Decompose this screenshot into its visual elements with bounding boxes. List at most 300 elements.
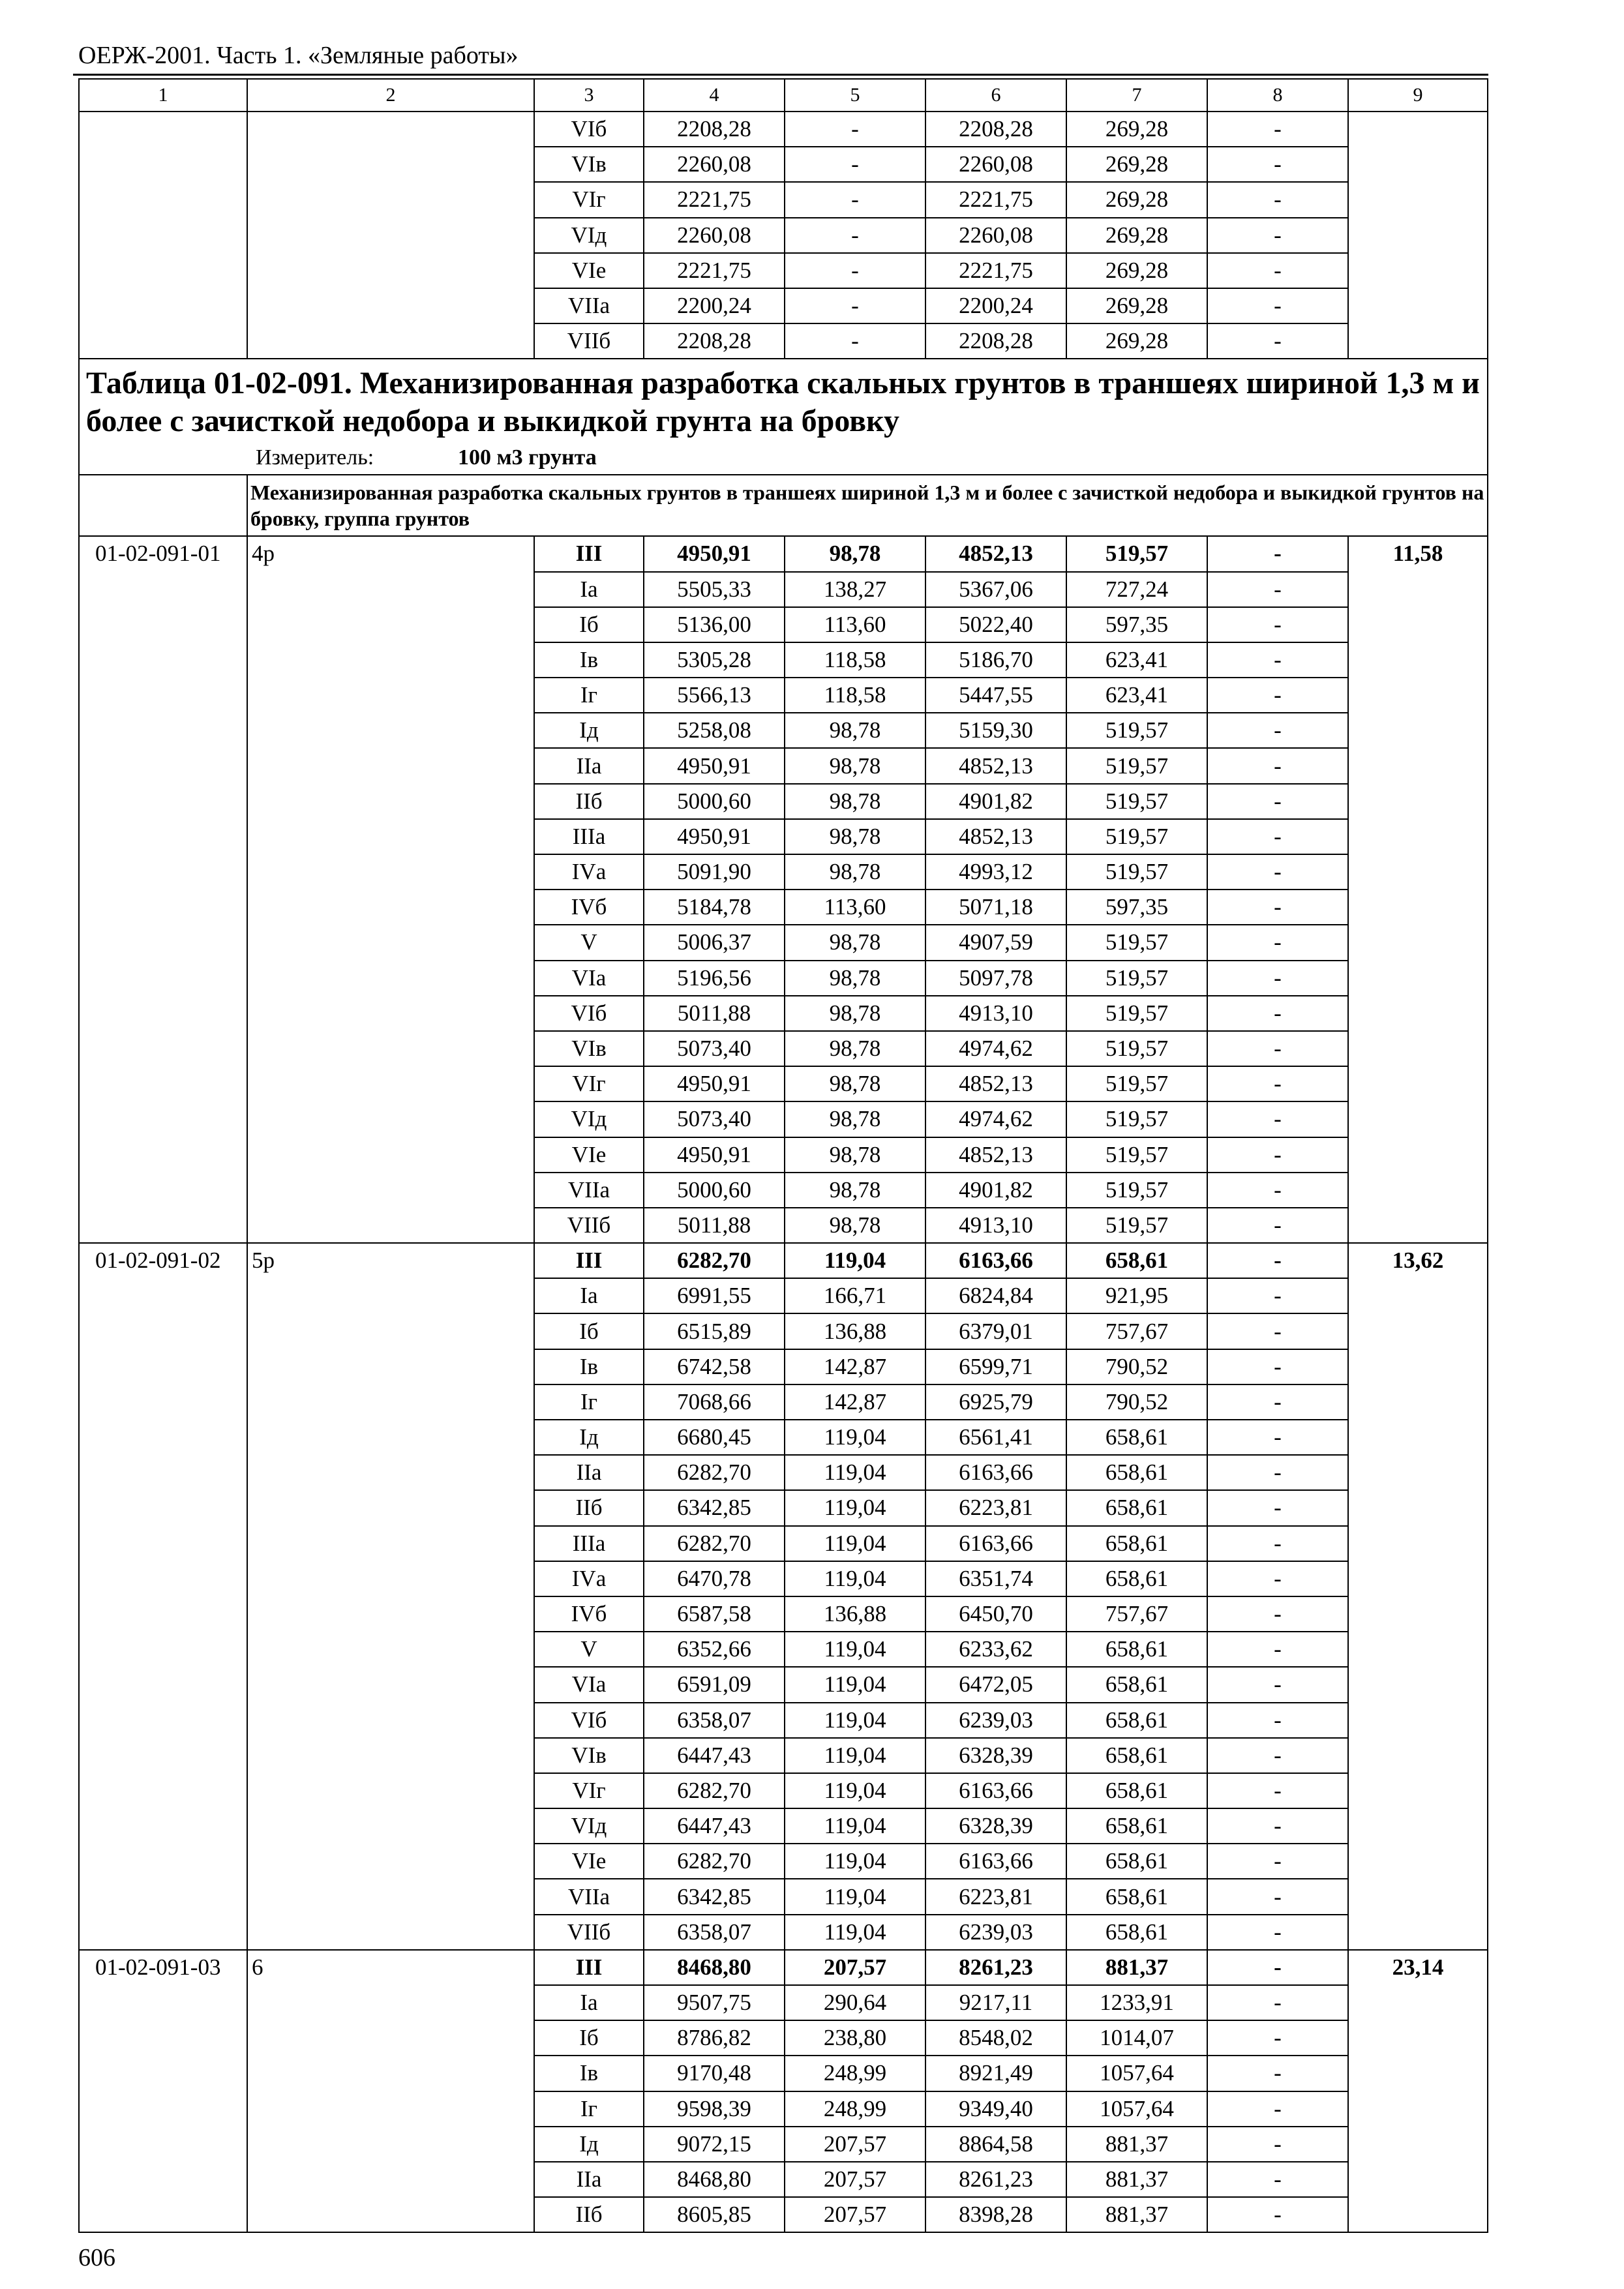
data-cell: 6742,58 <box>644 1349 785 1384</box>
data-cell: 6447,43 <box>644 1808 785 1844</box>
data-cell: 6447,43 <box>644 1738 785 1773</box>
data-cell: 6470,78 <box>644 1561 785 1596</box>
data-cell: - <box>1207 2020 1348 2056</box>
data-cell: - <box>785 218 925 253</box>
data-cell: - <box>1207 1985 1348 2020</box>
data-cell: 658,61 <box>1066 1526 1207 1561</box>
data-cell: - <box>1207 1596 1348 1632</box>
data-cell: - <box>1207 1278 1348 1313</box>
data-cell: - <box>1207 1420 1348 1455</box>
data-cell: 658,61 <box>1066 1808 1207 1844</box>
data-cell: 6591,09 <box>644 1667 785 1702</box>
data-cell: 6991,55 <box>644 1278 785 1313</box>
data-cell: 290,64 <box>785 1985 925 2020</box>
total-cell-empty <box>1348 112 1488 359</box>
data-cell: Iд <box>534 2127 644 2162</box>
data-cell: 6163,66 <box>925 1243 1066 1278</box>
data-cell: - <box>1207 1490 1348 1525</box>
data-cell: 4974,62 <box>925 1031 1066 1066</box>
data-cell: 119,04 <box>785 1738 925 1773</box>
data-cell: Iв <box>534 642 644 678</box>
data-cell: VIг <box>534 1066 644 1101</box>
data-cell: Iв <box>534 1349 644 1384</box>
data-cell: - <box>1207 2056 1348 2091</box>
data-cell: 269,28 <box>1066 253 1207 288</box>
data-cell: 119,04 <box>785 1561 925 1596</box>
data-cell: 98,78 <box>785 1173 925 1208</box>
data-cell: IVб <box>534 1596 644 1632</box>
data-cell: 6379,01 <box>925 1313 1066 1349</box>
data-cell: IIа <box>534 748 644 783</box>
data-cell: Iа <box>534 1278 644 1313</box>
data-cell: 5566,13 <box>644 678 785 713</box>
data-cell: 6328,39 <box>925 1808 1066 1844</box>
data-cell: 269,28 <box>1066 182 1207 217</box>
data-cell: 519,57 <box>1066 819 1207 854</box>
data-cell: 4852,13 <box>925 1066 1066 1101</box>
data-cell: 8786,82 <box>644 2020 785 2056</box>
data-cell: 4852,13 <box>925 748 1066 783</box>
data-cell: 9349,40 <box>925 2091 1066 2127</box>
data-cell: 8398,28 <box>925 2197 1066 2232</box>
data-cell: VIв <box>534 1031 644 1066</box>
data-cell: 2221,75 <box>925 182 1066 217</box>
data-cell: 519,57 <box>1066 996 1207 1031</box>
column-number: 5 <box>785 79 925 112</box>
data-cell: 881,37 <box>1066 1950 1207 1985</box>
data-cell: 4901,82 <box>925 784 1066 819</box>
page-number: 606 <box>78 2244 115 2271</box>
group-cell-empty <box>247 112 534 359</box>
data-cell: 6472,05 <box>925 1667 1066 1702</box>
data-cell: 4901,82 <box>925 1173 1066 1208</box>
data-cell: - <box>1207 1808 1348 1844</box>
data-cell: 4950,91 <box>644 1137 785 1173</box>
data-cell: 658,61 <box>1066 1773 1207 1808</box>
item-total: 11,58 <box>1348 536 1488 1243</box>
data-cell: 6342,85 <box>644 1490 785 1525</box>
measure-label: Измеритель: <box>256 445 374 470</box>
data-cell: 658,61 <box>1066 1632 1207 1667</box>
data-cell: - <box>1207 288 1348 323</box>
table-title-row <box>79 359 1488 475</box>
data-cell: - <box>1207 1455 1348 1490</box>
data-cell: 5186,70 <box>925 642 1066 678</box>
table-subtitle: Механизированная разработка скальных грунтов в траншеях шириной 1,3 м и более с зачисткой недобора и выкидкой грунтов на бровку, группа грунтов <box>247 475 1488 536</box>
data-cell: - <box>1207 1137 1348 1173</box>
data-cell: - <box>1207 1031 1348 1066</box>
data-cell: Iд <box>534 1420 644 1455</box>
data-cell: 5006,37 <box>644 925 785 960</box>
data-cell: 757,67 <box>1066 1313 1207 1349</box>
data-cell: 269,28 <box>1066 323 1207 359</box>
data-cell: 5011,88 <box>644 996 785 1031</box>
data-cell: 658,61 <box>1066 1738 1207 1773</box>
data-cell: 5505,33 <box>644 572 785 607</box>
data-cell: 98,78 <box>785 854 925 890</box>
data-cell: VIа <box>534 961 644 996</box>
data-cell: VIе <box>534 1137 644 1173</box>
data-cell: 136,88 <box>785 1313 925 1349</box>
data-cell: 2221,75 <box>644 253 785 288</box>
data-cell: - <box>785 253 925 288</box>
data-cell: IIб <box>534 1490 644 1525</box>
data-cell: 9072,15 <box>644 2127 785 2162</box>
data-cell: 658,61 <box>1066 1561 1207 1596</box>
data-cell: 658,61 <box>1066 1667 1207 1702</box>
data-cell: - <box>1207 1879 1348 1914</box>
data-cell: 6163,66 <box>925 1844 1066 1879</box>
data-cell: - <box>1207 572 1348 607</box>
data-cell: - <box>1207 2127 1348 2162</box>
data-cell: 207,57 <box>785 2127 925 2162</box>
data-cell: 790,52 <box>1066 1349 1207 1384</box>
column-number: 1 <box>79 79 247 112</box>
data-cell: 119,04 <box>785 1844 925 1879</box>
data-cell: 2221,75 <box>925 253 1066 288</box>
data-cell: - <box>785 147 925 182</box>
data-cell: 519,57 <box>1066 784 1207 819</box>
item-total: 13,62 <box>1348 1243 1488 1950</box>
data-cell: 8468,80 <box>644 1950 785 1985</box>
data-cell: - <box>1207 1703 1348 1738</box>
data-cell: 597,35 <box>1066 607 1207 642</box>
data-cell: VIг <box>534 182 644 217</box>
data-cell: 6599,71 <box>925 1349 1066 1384</box>
data-cell: 658,61 <box>1066 1915 1207 1950</box>
data-cell: 9170,48 <box>644 2056 785 2091</box>
data-cell: 6223,81 <box>925 1490 1066 1525</box>
data-cell: 6587,58 <box>644 1596 785 1632</box>
data-cell: IVа <box>534 1561 644 1596</box>
data-cell: - <box>1207 1101 1348 1137</box>
data-cell: - <box>1207 996 1348 1031</box>
data-cell: 1057,64 <box>1066 2091 1207 2127</box>
data-cell: 142,87 <box>785 1384 925 1420</box>
data-cell: 2260,08 <box>644 218 785 253</box>
data-cell: 6358,07 <box>644 1703 785 1738</box>
data-cell: 6925,79 <box>925 1384 1066 1420</box>
data-cell: 519,57 <box>1066 854 1207 890</box>
data-cell: - <box>1207 1738 1348 1773</box>
data-cell: 9217,11 <box>925 1985 1066 2020</box>
data-cell: Iб <box>534 607 644 642</box>
item-total: 23,14 <box>1348 1950 1488 2233</box>
data-cell: 519,57 <box>1066 961 1207 996</box>
data-cell: IIIа <box>534 1526 644 1561</box>
data-cell: 5000,60 <box>644 784 785 819</box>
data-cell: 1233,91 <box>1066 1985 1207 2020</box>
data-cell: - <box>1207 1384 1348 1420</box>
data-cell: VIIб <box>534 1208 644 1243</box>
data-cell: - <box>1207 2091 1348 2127</box>
data-cell: 5073,40 <box>644 1031 785 1066</box>
data-cell: 98,78 <box>785 1101 925 1137</box>
price-table <box>78 78 1488 2233</box>
data-cell: VIе <box>534 253 644 288</box>
data-cell: IIб <box>534 2197 644 2232</box>
data-cell: 4993,12 <box>925 854 1066 890</box>
data-cell: 119,04 <box>785 1455 925 1490</box>
data-cell: 119,04 <box>785 1667 925 1702</box>
data-cell: - <box>1207 678 1348 713</box>
data-cell: 269,28 <box>1066 218 1207 253</box>
data-cell: 4950,91 <box>644 1066 785 1101</box>
data-cell: - <box>1207 182 1348 217</box>
data-cell: Iа <box>534 1985 644 2020</box>
data-cell: VIIб <box>534 1915 644 1950</box>
data-cell: - <box>1207 961 1348 996</box>
data-cell: 98,78 <box>785 1066 925 1101</box>
item-group: 4р <box>247 536 534 1243</box>
data-cell: 519,57 <box>1066 925 1207 960</box>
data-cell: VIд <box>534 1808 644 1844</box>
data-cell: 269,28 <box>1066 112 1207 147</box>
data-cell: 6282,70 <box>644 1243 785 1278</box>
data-cell: 623,41 <box>1066 678 1207 713</box>
data-cell: 658,61 <box>1066 1243 1207 1278</box>
data-cell: 519,57 <box>1066 1031 1207 1066</box>
data-cell: 119,04 <box>785 1808 925 1844</box>
column-number: 8 <box>1207 79 1348 112</box>
data-cell: 519,57 <box>1066 1101 1207 1137</box>
data-cell: 4852,13 <box>925 1137 1066 1173</box>
data-cell: 2260,08 <box>925 218 1066 253</box>
data-cell: 2221,75 <box>644 182 785 217</box>
data-cell: 269,28 <box>1066 288 1207 323</box>
data-cell: 2200,24 <box>925 288 1066 323</box>
data-cell: 98,78 <box>785 713 925 748</box>
data-cell: 166,71 <box>785 1278 925 1313</box>
data-cell: 98,78 <box>785 925 925 960</box>
data-cell: 8864,58 <box>925 2127 1066 2162</box>
data-cell: VIе <box>534 1844 644 1879</box>
data-cell: - <box>1207 1526 1348 1561</box>
data-cell: 119,04 <box>785 1879 925 1914</box>
data-cell: 5097,78 <box>925 961 1066 996</box>
data-cell: IVа <box>534 854 644 890</box>
table-body <box>79 79 1488 2232</box>
data-cell: - <box>1207 1773 1348 1808</box>
data-cell: 6450,70 <box>925 1596 1066 1632</box>
data-cell: 238,80 <box>785 2020 925 2056</box>
data-cell: 727,24 <box>1066 572 1207 607</box>
data-cell: - <box>785 323 925 359</box>
data-cell: 4907,59 <box>925 925 1066 960</box>
data-cell: VIIб <box>534 323 644 359</box>
data-cell: V <box>534 925 644 960</box>
data-cell: 757,67 <box>1066 1596 1207 1632</box>
data-cell: IIб <box>534 784 644 819</box>
data-cell: 2260,08 <box>644 147 785 182</box>
data-cell: 6282,70 <box>644 1844 785 1879</box>
data-cell: III <box>534 1243 644 1278</box>
data-cell: 6352,66 <box>644 1632 785 1667</box>
data-cell: - <box>1207 890 1348 925</box>
code-cell-empty <box>79 112 247 359</box>
item-code: 01-02-091-03 <box>79 1950 247 2233</box>
data-cell: - <box>1207 1173 1348 1208</box>
data-cell: 5071,18 <box>925 890 1066 925</box>
data-cell: 5091,90 <box>644 854 785 890</box>
subtitle-empty-cell <box>79 475 247 536</box>
data-cell: 9507,75 <box>644 1985 785 2020</box>
data-cell: VIв <box>534 1738 644 1773</box>
data-cell: - <box>785 182 925 217</box>
data-cell: 6239,03 <box>925 1915 1066 1950</box>
data-cell: 4852,13 <box>925 536 1066 571</box>
data-cell: 118,58 <box>785 642 925 678</box>
data-cell: 6282,70 <box>644 1773 785 1808</box>
data-cell: - <box>1207 323 1348 359</box>
data-cell: 881,37 <box>1066 2162 1207 2197</box>
measure-line <box>86 445 1481 474</box>
data-cell: 207,57 <box>785 2162 925 2197</box>
data-cell: 113,60 <box>785 890 925 925</box>
data-cell: - <box>1207 112 1348 147</box>
data-cell: 269,28 <box>1066 147 1207 182</box>
data-cell: 6163,66 <box>925 1773 1066 1808</box>
data-cell: 119,04 <box>785 1526 925 1561</box>
data-cell: 2208,28 <box>925 112 1066 147</box>
data-cell: 207,57 <box>785 2197 925 2232</box>
data-cell: 597,35 <box>1066 890 1207 925</box>
data-cell: - <box>1207 607 1348 642</box>
data-cell: 98,78 <box>785 748 925 783</box>
data-cell: VIв <box>534 147 644 182</box>
data-cell: 5305,28 <box>644 642 785 678</box>
data-cell: 5447,55 <box>925 678 1066 713</box>
data-cell: 5136,00 <box>644 607 785 642</box>
data-cell: 4974,62 <box>925 1101 1066 1137</box>
data-cell: - <box>1207 147 1348 182</box>
data-cell: 5073,40 <box>644 1101 785 1137</box>
data-cell: 98,78 <box>785 961 925 996</box>
data-cell: 519,57 <box>1066 748 1207 783</box>
data-cell: 98,78 <box>785 1031 925 1066</box>
data-cell: 8548,02 <box>925 2020 1066 2056</box>
data-cell: III <box>534 1950 644 1985</box>
data-cell: IIа <box>534 1455 644 1490</box>
data-cell: 6223,81 <box>925 1879 1066 1914</box>
data-cell: - <box>1207 1950 1348 1985</box>
data-cell: 2208,28 <box>644 112 785 147</box>
data-cell: 8261,23 <box>925 2162 1066 2197</box>
header-rule <box>73 74 1488 76</box>
table-title: Таблица 01-02-091. Механизированная разработка скальных грунтов в траншеях шириной 1,3 м и более с зачисткой недобора и выкидкой грунта на бровку <box>86 366 1480 439</box>
data-cell: 98,78 <box>785 1208 925 1243</box>
data-cell: 6351,74 <box>925 1561 1066 1596</box>
data-cell: 921,95 <box>1066 1278 1207 1313</box>
table-row <box>79 1950 1488 1985</box>
data-cell: 6824,84 <box>925 1278 1066 1313</box>
column-number: 6 <box>925 79 1066 112</box>
table-row <box>79 1243 1488 1278</box>
data-cell: - <box>1207 218 1348 253</box>
data-cell: 658,61 <box>1066 1879 1207 1914</box>
column-number: 7 <box>1066 79 1207 112</box>
data-cell: Iг <box>534 678 644 713</box>
data-cell: 1014,07 <box>1066 2020 1207 2056</box>
data-cell: 4950,91 <box>644 819 785 854</box>
data-cell: VIд <box>534 218 644 253</box>
data-cell: 98,78 <box>785 819 925 854</box>
data-cell: VIIа <box>534 1173 644 1208</box>
data-cell: 98,78 <box>785 784 925 819</box>
data-cell: 6561,41 <box>925 1420 1066 1455</box>
column-number-row <box>79 79 1488 112</box>
data-cell: V <box>534 1632 644 1667</box>
measure-value: 100 м3 грунта <box>458 445 597 470</box>
data-cell: 8921,49 <box>925 2056 1066 2091</box>
data-cell: 7068,66 <box>644 1384 785 1420</box>
data-cell: - <box>1207 819 1348 854</box>
data-cell: 658,61 <box>1066 1490 1207 1525</box>
data-cell: 519,57 <box>1066 1137 1207 1173</box>
data-cell: 119,04 <box>785 1243 925 1278</box>
data-cell: 5184,78 <box>644 890 785 925</box>
data-cell: 6342,85 <box>644 1879 785 1914</box>
data-cell: - <box>1207 748 1348 783</box>
data-cell: 5258,08 <box>644 713 785 748</box>
data-cell: 9598,39 <box>644 2091 785 2127</box>
data-cell: - <box>1207 536 1348 571</box>
data-cell: - <box>1207 854 1348 890</box>
data-cell: 119,04 <box>785 1915 925 1950</box>
data-cell: 2208,28 <box>925 323 1066 359</box>
data-cell: 6239,03 <box>925 1703 1066 1738</box>
data-cell: 519,57 <box>1066 1173 1207 1208</box>
data-cell: 6358,07 <box>644 1915 785 1950</box>
data-cell: 136,88 <box>785 1596 925 1632</box>
data-cell: VIа <box>534 1667 644 1702</box>
data-cell: 4950,91 <box>644 536 785 571</box>
data-cell: 6282,70 <box>644 1455 785 1490</box>
data-cell: - <box>1207 1632 1348 1667</box>
data-cell: 119,04 <box>785 1420 925 1455</box>
column-number: 4 <box>644 79 785 112</box>
column-number: 3 <box>534 79 644 112</box>
data-cell: 207,57 <box>785 1950 925 1985</box>
data-cell: - <box>1207 1066 1348 1101</box>
data-cell: 118,58 <box>785 678 925 713</box>
data-cell: 5367,06 <box>925 572 1066 607</box>
data-cell: 2208,28 <box>644 323 785 359</box>
data-cell: 658,61 <box>1066 1844 1207 1879</box>
data-cell: - <box>785 288 925 323</box>
data-cell: Iв <box>534 2056 644 2091</box>
data-cell: 4913,10 <box>925 996 1066 1031</box>
data-cell: - <box>1207 1243 1348 1278</box>
data-cell: III <box>534 536 644 571</box>
data-cell: VIг <box>534 1773 644 1808</box>
item-code: 01-02-091-01 <box>79 536 247 1243</box>
data-cell: 248,99 <box>785 2091 925 2127</box>
data-cell: 6163,66 <box>925 1455 1066 1490</box>
data-cell: - <box>1207 1313 1348 1349</box>
data-cell: 119,04 <box>785 1490 925 1525</box>
table-subtitle-row <box>79 475 1488 536</box>
page-header: ОЕРЖ-2001. Часть 1. «Земляные работы» <box>78 42 519 69</box>
data-cell: 4950,91 <box>644 748 785 783</box>
data-cell: 623,41 <box>1066 642 1207 678</box>
column-number: 9 <box>1348 79 1488 112</box>
data-cell: Iб <box>534 1313 644 1349</box>
data-cell: IIа <box>534 2162 644 2197</box>
data-cell: - <box>1207 2197 1348 2232</box>
data-cell: VIд <box>534 1101 644 1137</box>
item-code: 01-02-091-02 <box>79 1243 247 1950</box>
